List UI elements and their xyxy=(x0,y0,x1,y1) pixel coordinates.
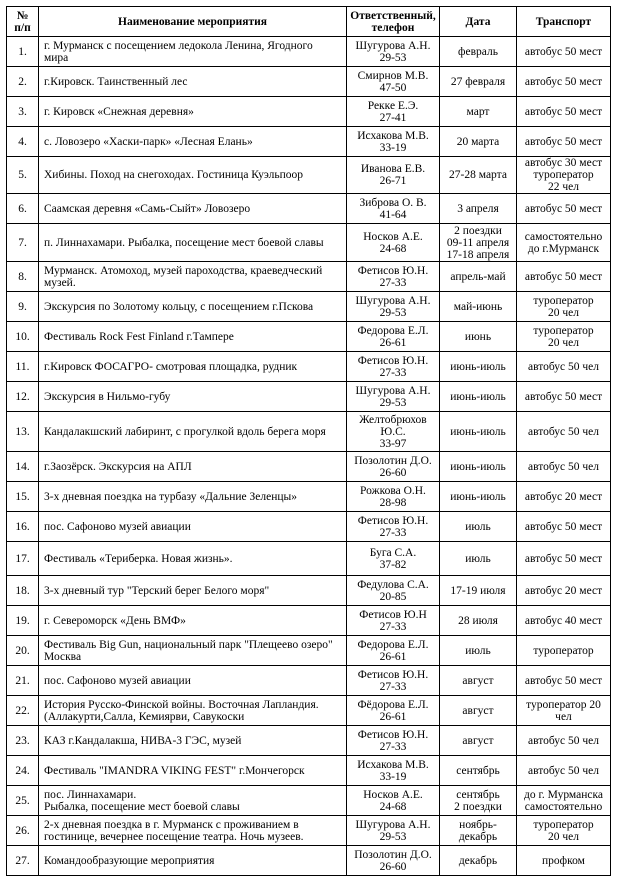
transport-cell: туроператор 20 чел xyxy=(517,696,611,726)
row-number: 3. xyxy=(7,97,39,127)
event-date-cell: ноябрь- декабрь xyxy=(440,816,517,846)
row-number: 22. xyxy=(7,696,39,726)
row-number: 26. xyxy=(7,816,39,846)
event-name-cell: Мурманск. Атомоход, музей пароходства, краеведческий музей. xyxy=(39,262,347,292)
table-row xyxy=(7,157,611,194)
responsible-contact-cell: Фетисов Ю.Н. 27-33 xyxy=(347,262,440,292)
event-date-cell: август xyxy=(440,666,517,696)
responsible-contact-cell: Федорова Е.Л. 26-61 xyxy=(347,636,440,666)
responsible-contact-cell: Рожкова О.Н. 28-98 xyxy=(347,482,440,512)
responsible-contact-cell: Исхакова М.В. 33-19 xyxy=(347,127,440,157)
event-date-cell: декабрь xyxy=(440,846,517,876)
event-date-cell: июнь xyxy=(440,322,517,352)
event-date-cell: май-июнь xyxy=(440,292,517,322)
responsible-contact-cell: Желтобрюхов Ю.С. 33-97 xyxy=(347,412,440,452)
row-number: 15. xyxy=(7,482,39,512)
responsible-contact-cell: Фетисов Ю.Н. 27-33 xyxy=(347,666,440,696)
transport-cell: автобус 50 чел xyxy=(517,352,611,382)
table-row xyxy=(7,756,611,786)
event-date-cell: август xyxy=(440,726,517,756)
table-row xyxy=(7,696,611,726)
transport-cell: профком xyxy=(517,846,611,876)
header-number: № п/п xyxy=(7,7,39,37)
event-name-cell: Экскурсия по Золотому кольцу, с посещением г.Пскова xyxy=(39,292,347,322)
row-number: 5. xyxy=(7,157,39,194)
table-row xyxy=(7,67,611,97)
transport-cell: до г. Мурманска самостоятельно xyxy=(517,786,611,816)
transport-cell: автобус 20 мест xyxy=(517,482,611,512)
event-date-cell: июль xyxy=(440,542,517,576)
responsible-contact-cell: Фёдорова Е.Л. 26-61 xyxy=(347,696,440,726)
row-number: 10. xyxy=(7,322,39,352)
responsible-contact-cell: Носков А.Е. 24-68 xyxy=(347,224,440,262)
row-number: 16. xyxy=(7,512,39,542)
row-number: 14. xyxy=(7,452,39,482)
event-name-cell: пос. Сафоново музей авиации xyxy=(39,512,347,542)
row-number: 11. xyxy=(7,352,39,382)
responsible-contact-cell: Буга С.А. 37-82 xyxy=(347,542,440,576)
table-row xyxy=(7,292,611,322)
table-row xyxy=(7,512,611,542)
table-row xyxy=(7,606,611,636)
transport-cell: туроператор xyxy=(517,636,611,666)
responsible-contact-cell: Федулова С.А. 20-85 xyxy=(347,576,440,606)
responsible-contact-cell: Шугурова А.Н. 29-53 xyxy=(347,382,440,412)
event-name-cell: История Русско-Финской войны. Восточная Лапландия. (Аллакурти,Салла, Кемиярви, Савукоски xyxy=(39,696,347,726)
table-row xyxy=(7,666,611,696)
transport-cell: автобус 50 мест xyxy=(517,67,611,97)
event-date-cell: 20 марта xyxy=(440,127,517,157)
event-name-cell: пос. Сафоново музей авиации xyxy=(39,666,347,696)
row-number: 24. xyxy=(7,756,39,786)
table-body xyxy=(7,37,611,876)
event-date-cell: 3 апреля xyxy=(440,194,517,224)
row-number: 25. xyxy=(7,786,39,816)
table-row xyxy=(7,636,611,666)
transport-cell: автобус 30 мест туроператор 22 чел xyxy=(517,157,611,194)
event-name-cell: 2-х дневная поездка в г. Мурманск с проживанием в гостинице, вечернее посещение театра. Ночь музеев. xyxy=(39,816,347,846)
table-row xyxy=(7,726,611,756)
table-row xyxy=(7,262,611,292)
event-date-cell: апрель-май xyxy=(440,262,517,292)
row-number: 9. xyxy=(7,292,39,322)
event-name-cell: Командообразующие мероприятия xyxy=(39,846,347,876)
event-date-cell: июнь-июль xyxy=(440,352,517,382)
transport-cell: туроператор 20 чел xyxy=(517,292,611,322)
transport-cell: автобус 50 мест xyxy=(517,97,611,127)
responsible-contact-cell: Фетисов Ю.Н. 27-33 xyxy=(347,512,440,542)
table-row xyxy=(7,542,611,576)
event-name-cell: Хибины. Поход на снегоходах. Гостиница Куэльпоор xyxy=(39,157,347,194)
responsible-contact-cell: Исхакова М.В. 33-19 xyxy=(347,756,440,786)
event-date-cell: сентябрь 2 поездки xyxy=(440,786,517,816)
row-number: 1. xyxy=(7,37,39,67)
event-name-cell: Кандалакшский лабиринт, с прогулкой вдоль берега моря xyxy=(39,412,347,452)
responsible-contact-cell: Шугурова А.Н. 29-53 xyxy=(347,292,440,322)
event-date-cell: февраль xyxy=(440,37,517,67)
event-date-cell: 27-28 марта xyxy=(440,157,517,194)
table-row xyxy=(7,482,611,512)
event-date-cell: 28 июля xyxy=(440,606,517,636)
row-number: 17. xyxy=(7,542,39,576)
table-row xyxy=(7,127,611,157)
event-name-cell: Фестиваль "IMANDRA VIKING FEST" г.Мончегорск xyxy=(39,756,347,786)
event-name-cell: с. Ловозеро «Хаски-парк» «Лесная Елань» xyxy=(39,127,347,157)
row-number: 23. xyxy=(7,726,39,756)
row-number: 19. xyxy=(7,606,39,636)
header-event-name: Наименование мероприятия xyxy=(39,7,347,37)
transport-cell: автобус 50 мест xyxy=(517,666,611,696)
header-responsible-phone: Ответственный, телефон xyxy=(347,7,440,37)
event-date-cell: 2 поездки 09-11 апреля 17-18 апреля xyxy=(440,224,517,262)
transport-cell: автобус 50 чел xyxy=(517,756,611,786)
row-number: 4. xyxy=(7,127,39,157)
header-transport: Транспорт xyxy=(517,7,611,37)
table-row xyxy=(7,224,611,262)
responsible-contact-cell: Зиброва О. В. 41-64 xyxy=(347,194,440,224)
table-row xyxy=(7,97,611,127)
event-date-cell: 27 февраля xyxy=(440,67,517,97)
table-row xyxy=(7,322,611,352)
event-date-cell: июнь-июль xyxy=(440,452,517,482)
table-row xyxy=(7,786,611,816)
transport-cell: автобус 50 мест xyxy=(517,382,611,412)
responsible-contact-cell: Носков А.Е. 24-68 xyxy=(347,786,440,816)
transport-cell: автобус 50 чел xyxy=(517,452,611,482)
transport-cell: автобус 40 мест xyxy=(517,606,611,636)
event-name-cell: г.Кировск. Таинственный лес xyxy=(39,67,347,97)
transport-cell: автобус 50 мест xyxy=(517,37,611,67)
transport-cell: автобус 50 чел xyxy=(517,412,611,452)
row-number: 20. xyxy=(7,636,39,666)
transport-cell: туроператор 20 чел xyxy=(517,322,611,352)
row-number: 21. xyxy=(7,666,39,696)
responsible-contact-cell: Фетисов Ю.Н 27-33 xyxy=(347,606,440,636)
event-date-cell: 17-19 июля xyxy=(440,576,517,606)
event-date-cell: сентябрь xyxy=(440,756,517,786)
table-row xyxy=(7,816,611,846)
event-name-cell: 3-х дневный тур "Терский берег Белого моря" xyxy=(39,576,347,606)
event-name-cell: Фестиваль Big Gun, национальный парк "Плещеево озеро" Москва xyxy=(39,636,347,666)
table-row xyxy=(7,452,611,482)
event-name-cell: Саамская деревня «Самь-Сыйт» Ловозеро xyxy=(39,194,347,224)
header-date: Дата xyxy=(440,7,517,37)
transport-cell: самостоятельно до г.Мурманск xyxy=(517,224,611,262)
transport-cell: автобус 50 чел xyxy=(517,726,611,756)
responsible-contact-cell: Смирнов М.В. 47-50 xyxy=(347,67,440,97)
transport-cell: автобус 50 мест xyxy=(517,512,611,542)
transport-cell: туроператор 20 чел xyxy=(517,816,611,846)
table-row xyxy=(7,576,611,606)
event-name-cell: г. Мурманск с посещением ледокола Ленина, Ягодного мира xyxy=(39,37,347,67)
event-date-cell: июнь-июль xyxy=(440,382,517,412)
event-name-cell: п. Линнахамари. Рыбалка, посещение мест боевой славы xyxy=(39,224,347,262)
responsible-contact-cell: Фетисов Ю.Н. 27-33 xyxy=(347,726,440,756)
transport-cell: автобус 50 мест xyxy=(517,542,611,576)
events-table xyxy=(6,6,611,876)
row-number: 2. xyxy=(7,67,39,97)
responsible-contact-cell: Шугурова А.Н. 29-53 xyxy=(347,816,440,846)
responsible-contact-cell: Шугурова А.Н. 29-53 xyxy=(347,37,440,67)
responsible-contact-cell: Позолотин Д.О. 26-60 xyxy=(347,452,440,482)
event-date-cell: август xyxy=(440,696,517,726)
event-name-cell: г. Североморск «День ВМФ» xyxy=(39,606,347,636)
row-number: 13. xyxy=(7,412,39,452)
row-number: 12. xyxy=(7,382,39,412)
transport-cell: автобус 50 мест xyxy=(517,127,611,157)
table-row xyxy=(7,382,611,412)
event-name-cell: 3-х дневная поездка на турбазу «Дальние Зеленцы» xyxy=(39,482,347,512)
event-date-cell: июль xyxy=(440,636,517,666)
event-date-cell: июнь-июль xyxy=(440,412,517,452)
event-plan-sheet xyxy=(6,6,610,876)
responsible-contact-cell: Позолотин Д.О. 26-60 xyxy=(347,846,440,876)
table-row xyxy=(7,194,611,224)
table-row xyxy=(7,352,611,382)
responsible-contact-cell: Федорова Е.Л. 26-61 xyxy=(347,322,440,352)
row-number: 27. xyxy=(7,846,39,876)
event-date-cell: март xyxy=(440,97,517,127)
table-row xyxy=(7,37,611,67)
event-name-cell: Экскурсия в Нильмо-губу xyxy=(39,382,347,412)
event-name-cell: Фестиваль «Териберка. Новая жизнь». xyxy=(39,542,347,576)
transport-cell: автобус 50 мест xyxy=(517,262,611,292)
event-date-cell: июль xyxy=(440,512,517,542)
transport-cell: автобус 20 мест xyxy=(517,576,611,606)
event-name-cell: пос. Линнахамари. Рыбалка, посещение мест боевой славы xyxy=(39,786,347,816)
row-number: 6. xyxy=(7,194,39,224)
event-name-cell: г.Кировск ФОСАГРО- смотровая площадка, рудник xyxy=(39,352,347,382)
table-row xyxy=(7,846,611,876)
table-row xyxy=(7,412,611,452)
row-number: 8. xyxy=(7,262,39,292)
event-name-cell: г.Заозёрск. Экскурсия на АПЛ xyxy=(39,452,347,482)
responsible-contact-cell: Фетисов Ю.Н. 27-33 xyxy=(347,352,440,382)
responsible-contact-cell: Рекке Е.Э. 27-41 xyxy=(347,97,440,127)
row-number: 18. xyxy=(7,576,39,606)
responsible-contact-cell: Иванова Е.В. 26-71 xyxy=(347,157,440,194)
event-name-cell: Фестиваль Rock Fest Finland г.Тампере xyxy=(39,322,347,352)
event-date-cell: июнь-июль xyxy=(440,482,517,512)
event-name-cell: г. Кировск «Снежная деревня» xyxy=(39,97,347,127)
transport-cell: автобус 50 мест xyxy=(517,194,611,224)
event-name-cell: КАЗ г.Кандалакша, НИВА-3 ГЭС, музей xyxy=(39,726,347,756)
table-header-row xyxy=(7,7,611,37)
row-number: 7. xyxy=(7,224,39,262)
